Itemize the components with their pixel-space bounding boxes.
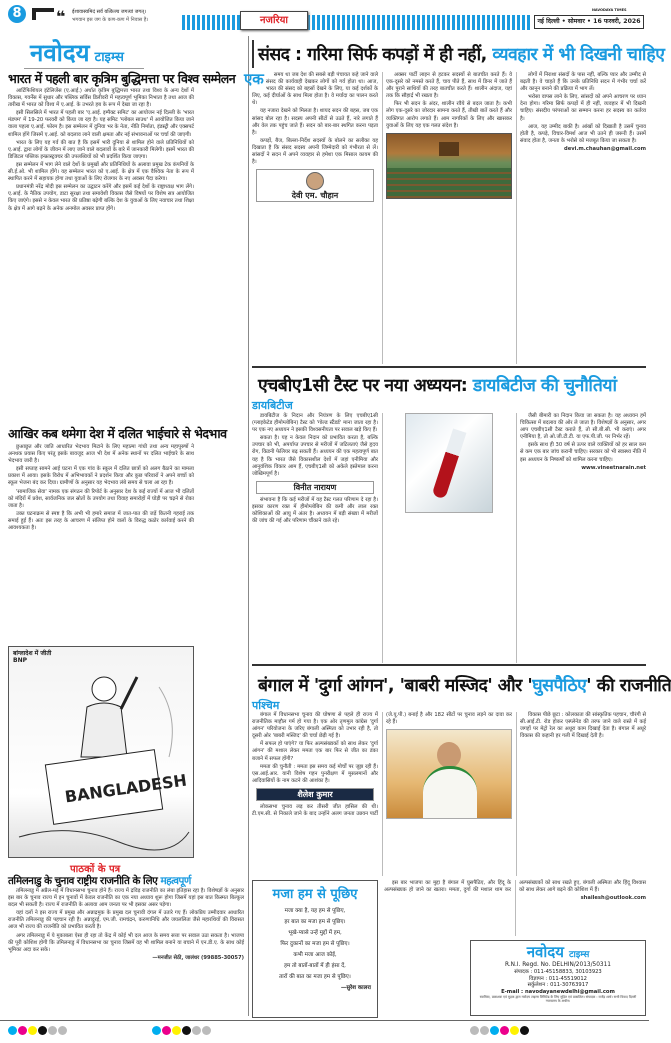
color-registration-center — [152, 1026, 212, 1035]
imprint-brand-suffix: टाइम्स — [569, 950, 590, 960]
article-bengal-body — [252, 712, 646, 876]
svg-text:BANGLADESH: BANGLADESH — [63, 770, 188, 807]
masthead-suffix: टाइम्स — [94, 50, 124, 65]
headline-dalit: आखिर कब थमेगा देश में दलित भाईचारे से भेदभाव — [8, 426, 227, 441]
parliament-photo — [386, 133, 512, 199]
headline-bengal — [258, 673, 671, 697]
article-ai-body — [8, 88, 194, 420]
imprint-line: संपादक : 011-45158833, 30103923 — [514, 969, 602, 975]
paragraph: इस बार भाजपा का मुद्दा है बंगाल में घुसपैठिए, और हिंदू के अल्पसंख्यक हो जाने का खतरा। ममता, दुर्गा की मशाल थाम कर अल्पसंख्यकों को साथ रखते हुए, बंगाली अस्मिता और हिंदू विश्वास को साथ लेकर आगे बढ़ने की कोशिश में हैं। — [384, 880, 646, 894]
test-tube — [431, 429, 466, 500]
poem-line: हम तो बातों-बातों में ही हंसा दें, — [284, 963, 346, 969]
letters-headline — [8, 874, 191, 888]
letters-headline-text: तमिलनाडु के चुनाव राष्ट्रीय राजनीति के लिए — [8, 875, 158, 887]
author-email: devi.m.chauhan@gmail.com — [564, 145, 646, 152]
headline-ai-summit: भारत में पहली बार कृत्रिम बुद्धिमत्ता पर विश्व सम्मेलन — [8, 71, 236, 86]
quote-text: ईशावास्यमिदं सर्वं यत्किञ्च जगत्यां जगत्। — [72, 9, 146, 15]
headline-sansad-black: संसद : गरिमा सिर्फ कपड़ों में ही नहीं, — [258, 45, 487, 65]
paragraph: छुआछूत और जाति आधारित भेदभाव मिटाने के लिए महात्मा गांधी तथा अन्य महापुरुषों ने अनथक प्रयास किए परंतु इसके बावजूद आज भी देश में अनेक स्थानों पर दलित भाईचारे के साथ भेदभाव जारी है। — [8, 444, 194, 465]
headline-bengal-blue: घुसपैठिए — [532, 676, 587, 696]
paragraph: बंगाल में विधानसभा चुनाव की घोषणा से पहले ही राज्य में राजनीतिक माहौल गर्म हो गया है। एक ओर तृणमूल कांग्रेस 'दुर्गा आंगन' परियोजना के जरिए बंगाली अस्मिता को उभार रही है, तो दूसरी ओर 'बाबरी मस्जिद' की चर्चा छेड़ी गई है। — [252, 712, 378, 740]
quote-icon: ❝ — [56, 7, 66, 26]
headline-sansad — [258, 42, 664, 66]
side-label-bengal: पश्चिम — [252, 699, 280, 712]
mamata-photo — [386, 729, 512, 819]
article-dalit-body — [8, 444, 194, 640]
dateline: नई दिल्ली • सोमवार • 16 फरवरी, 2026 — [534, 15, 644, 29]
author-email: shailesh@outlook.com — [580, 895, 646, 902]
author-email: www.vineetnarain.net — [581, 464, 646, 471]
imprint-line: विज्ञापन : 011-45519012 — [529, 975, 587, 982]
photo-speaker-chair — [439, 142, 459, 156]
photo-benches — [387, 168, 511, 198]
paragraph: ममता की चुनौती : ममता इस समय कई मोर्चों पर जूझ रही हैं। एस.आई.आर. यानी विशेष गहन पुनरीक्षण में मुसलमानों और आदिवासियों के नाम कटने की आशंका है। — [252, 763, 378, 784]
poem-box — [252, 880, 378, 1018]
headline-bengal-part1: बंगाल में ' — [258, 676, 319, 696]
column-divider — [248, 36, 249, 1016]
letters-body — [8, 888, 244, 1012]
diabetes-test-photo — [405, 413, 493, 513]
paragraph: इसी सप्ताह सामने आई घटना में एक गांव के स्कूल में दलित छात्रों को अलग बैठाने का मामला प्रकाश में आया। इसके विरोध में अभिभावकों ने प्रदर्शन किया और कुछ परिवारों ने अपने बच्चों को स्कूल भेजना बंद कर दिया। ग्रामीणों के अनुसार यह भेदभाव लंबे समय से चला आ रहा है। — [8, 466, 194, 487]
byline-bengal: शैलेश कुमार — [256, 788, 374, 801]
masthead-name: नवोदय — [30, 39, 90, 67]
poem-line: —सुरेश कालरा — [340, 985, 371, 991]
byline-sansad — [256, 169, 374, 202]
bottom-rule — [0, 1020, 649, 1021]
imprint-line: R.N.I. Regd. No. DELHIN/2013/50311 — [505, 962, 611, 968]
brand-small: NAVODAYA TIMES — [592, 8, 627, 12]
photo-face — [437, 742, 461, 768]
paragraph: अक्सर पार्टी लाइन से हटकर सदस्यों से बातचीत करते हैं। वे एक-दूसरे को नमस्ते करते हैं, चाय पीते हैं, साथ में डिनर में जाते हैं और पुराने साथियों की तरह बातचीत करते हैं। शालीन अंदाज, यहां तक कि सौहार्द्र भी रखता है। — [386, 72, 512, 100]
page-number: 8 — [8, 5, 26, 23]
poem-line: तारों की बात का मजा हम से पूछिए। — [279, 974, 351, 980]
paragraph: डायबिटीज के निदान और नियंत्रण के लिए एचबीए1सी (ग्लाइकेटेड हीमोग्लोबिन) टैस्ट को 'गोल्ड स्टैंडर्ड' माना जाता रहा है। पर एक नए अध्ययन ने इसकी विश्वसनीयता पर सवाल खड़े किए हैं। — [252, 413, 378, 434]
article-diabetes-body — [252, 413, 646, 663]
section-band — [182, 15, 532, 30]
paragraph: में सफल हो पाएंगे? या फिर अल्पसंख्यकों को साथ लेकर 'दुर्गा आंगन' की मशाल लेकर ममता एक बार फिर से जीत का डंका बजाने में सफल होंगी? — [252, 741, 378, 762]
paragraph: तमिलनाडु में अप्रैल-मई में विधानसभा चुनाव होने हैं। राज्य में द्रविड़ राजनीति का लंबा इतिहास रहा है। विशेषज्ञों के अनुसार इस बार के चुनाव राज्य में इन चुनावों में केवल राजनीति का एक नया अध्याय शुरू होगा जिसमें यहां इस बात किस्मत बिल्कुल बदल भी सकती है। राज्य में राजनीति के अलावा आम जनता पर भी इसका असर पड़ेगा। — [8, 888, 244, 909]
paragraph: जैसी बीमारी का निदान किया जा सकता है। यह अध्ययन हमें चिकित्सा में बदलाव की ओर ले जाता है। विशेषज्ञों के अनुसार, अगर आप एचबीए1सी टैस्ट कराते हैं, तो सी.बी.सी. भी कराएं। अगर एनीमिया है, तो ओ.जी.टी.टी. या एफ.पी.जी. पर निर्भर रहें। — [520, 413, 646, 441]
letters-headline-accent: महत्वपूर्ण — [160, 875, 191, 887]
section-divider — [252, 366, 646, 368]
cartoon-drawing — [9, 647, 195, 859]
headline-sansad-rule — [252, 40, 254, 68]
headline-diabetes — [258, 373, 617, 397]
imprint-fine-print: स्वामित्व, प्रकाशक एवं मुद्रक द्वारा नवोदय टाइम्स लिमिटेड के लिए मुद्रित एवं प्रकाशित। संपादक : राजेंद्र शर्मा। सभी विवाद दिल्ली न्यायालय के अधीन। — [479, 995, 637, 1004]
paragraph: संभावना है कि कई मरीजों में यह टैस्ट गलत परिणाम दे रहा है। इसका कारण रक्त में हीमोग्लोबिन की कमी और लाल रक्त कोशिकाओं की आयु में अंतर है। अध्ययन में बड़ी संख्या में मरीजों की जांच की गई और परिणाम चौंकाने वाले रहे। — [252, 496, 378, 525]
paragraph: भरोसा वापस लाने के लिए, सांसदों को अपने आचरण पर ध्यान देना होगा। गरिमा सिर्फ कपड़ों में ही नहीं, व्यवहार में भी दिखनी चाहिए। संसदीय परंपराओं का सम्मान करना हर सदस्य का कर्तव्य है। — [520, 94, 646, 122]
imprint-email: E-mail : navodayanewdelhi@gmail.com — [501, 988, 615, 995]
headline-diabetes-blue: डायबिटीज की चुनौतियां — [472, 376, 617, 396]
byline-name: देवी एम. चौहान — [291, 191, 339, 201]
poem-line: फिर दुकानों का मजा हम से पूछिए। — [280, 941, 350, 947]
paragraph: अगर तमिलनाडु में ये मुकाबला ऐसा ही रहा तो केंद्र में कोई भी दल आज के समय सत्ता पर सवाल उठा सकता है। भाजपा की पूरी कोशिश होगी कि तमिलनाडु में विधानसभा का चुनाव जिसमें वह भी शामिल बनाने या बचाने में एन.डी.ए. के साथ कोई भूमिका अदा कर सके। — [8, 932, 244, 953]
byline-diabetes: विनीत नारायण — [256, 481, 374, 494]
paragraph: लोकसभा चुनाव लड़ कर तीसरी जीत हासिल की थी। टी.एम.सी. से निकाले जाने के बाद उन्होंने अलग जनता उन्नयन पार्टी (जे.यू.पी.) बनाई है और 182 सीटों पर चुनाव लड़ने का दावा कर रहे हैं। — [252, 712, 512, 818]
paragraph: उक्त घटनाक्रम से स्पष्ट है कि अभी भी हमारे समाज में जात-पात की जड़ें कितनी गहराई तक समाई हुई हैं। अतः इस तरह के आचरण में संलिप्त होने वालों के विरुद्ध कठोर कार्रवाई करने की आवश्यकता है। — [8, 510, 194, 532]
section-label: नजरिया — [240, 11, 308, 30]
imprint-brand-name: नवोदय — [526, 943, 564, 961]
poem-title: मजा हम से पूछिए — [272, 887, 358, 902]
corner-mark-v — [32, 8, 36, 20]
masthead — [30, 36, 124, 69]
paragraph: इसके साथ ही 30 वर्ष से ऊपर वाले व्यक्तियों को हर साल कम से कम एक बार जांच करानी चाहिए। सरकार को भी स्वास्थ्य नीति में इस अध्ययन के निष्कर्षों को शामिल करना चाहिए। — [520, 442, 646, 463]
paragraph-text: समय था जब देश की सबसे बड़ी पंचायत कहे जाने वाले संसद की कार्यवाही देखकर लोगों को गर्व होता था। आज, भारत की संसद को बहसों देखने के लिए, या कई दर्शकों के लिए, कई दीर्घाओं के साथ मिला होता है। वे मर्यादा का पालन करते थे। — [252, 72, 378, 107]
cartoon-caption: बांग्लादेश में जीती BNP — [13, 650, 52, 664]
color-registration-left — [8, 1026, 68, 1035]
section-divider — [252, 664, 646, 666]
letter-signature: —मनजीत सेठी, जालंधर (99885-30057) — [152, 954, 244, 961]
paragraph: आज, यह उम्मीद बाकी है। आंखों को दिखाती है उसमें चुनाव होती है, कपड़े, विचार-विमर्श आज भी उतने ही जरूरी हैं। उसमें संवाद होता है, जनता के भरोसे को मजबूत किया जा सकता है। — [520, 123, 646, 144]
poem-line: भूखे-प्यासे उन्हें मुद्दों में हम, — [288, 930, 342, 936]
poem-line: हर बात का मजा हम से पूछिए। — [284, 919, 346, 925]
paragraph: प्रधानमंत्री नरेंद्र मोदी इस सम्मेलन का उद्घाटन करेंगे और इसमें कई देशों के राष्ट्राध्यक्ष भाग लेंगे। ए.आई. के नैतिक उपयोग, डाटा सुरक्षा तथा समावेशी विकास जैसे विषयों पर विशेष सत्र आयोजित किए जाएंगे। इससे न केवल भारत की प्रतिष्ठा बढ़ेगी बल्कि देश के युवाओं के लिए नवाचार तथा शिक्षा के क्षेत्र में आगे बढ़ने के अनेक अनमोल अवसर प्राप्त होंगे। — [8, 184, 194, 212]
paragraph: सकता है। यह न केवल निदान को प्रभावित करता है, बल्कि उपचार को भी, अपर्याप्त उपचार से मरीजों में जटिलताएं जैसे हृदय रोग, किडनी फेलियर बढ़ सकती हैं। अध्ययन की एक महत्वपूर्ण बात यह है कि भारत जैसे विकासशील देशों में जहां एनीमिया और आनुवंशिक विकार आम हैं, एचबीए1सी को अकेले इस्तेमाल करना जोखिमपूर्ण है। — [252, 435, 378, 477]
paragraph: विकास पीछे छूटा : कोलकाता की सांस्कृतिक पहचान, चौरंगी से सी.आई.टी. रोड होकर एस्प्लेनेड की तरफ जाने वाले रास्ते में कई जगहों पर मेट्रो रेल का अधूरा काम दिखाई देता है। बंगाल में अधूरे विकास की कहानी हर गली में दिखाई देती है। — [520, 712, 646, 740]
paragraph: 'सामाजिक सेवा' नामक एक संगठन की रिपोर्ट के अनुसार देश के कई राज्यों में आज भी दलितों को मंदिरों में प्रवेश, सार्वजनिक जल स्रोतों के उपयोग तथा विवाह समारोहों में घोड़ी पर चढ़ने से रोका जाता है। — [8, 488, 194, 509]
article-bengal-body-continued — [384, 880, 646, 936]
paragraph: इस सम्मेलन में भाग लेने वाले देशों के प्रमुखों और प्रतिनिधियों के अलावा प्रमुख टेक कंपनियों के सी.ई.ओ. भी शामिल होंगे। यह सम्मेलन भारत को ए.आई. के क्षेत्र में एक वैश्विक नेता के रूप में स्थापित करने में सहायक होगा तथा युवाओं के लिए रोजगार के नए अवसर पैदा करेगा। — [8, 161, 194, 183]
poem-line: कभी मजा आज कोई, — [293, 952, 337, 958]
paragraph: इसी सिलसिले में भारत में पहली बार 'ए.आई. इम्पैक्ट समिट' का आयोजन नई दिल्ली के 'भारत मंडपम' में 19-20 फरवरी को किया जा रहा है। यह समिट 'ग्लोबल साउथ' में आयोजित किया जाने वाला पहला ए.आई. फोरम है। इस सम्मेलन में दुनिया भर के नेता, नीति निर्माता, इंडस्ट्री और एक्सपर्ट शामिल होंगे जिसमें ए.आई. को बदलाव लाने वाली क्षमता और नई संभावनाओं पर चर्चा की जाएगी। — [8, 110, 194, 138]
quote-sub: भगवान इस जग के कण-कण में निवास है। — [72, 17, 149, 23]
paragraph: लोगों में निराशा संसदों के पास नहीं, बल्कि प्यार और उम्मीद से बढ़ती है। वे चाहते हैं कि उनके प्रतिनिधि सदन में गंभीर चर्चा करें और कानून बनाने की प्रक्रिया में भाग लें। — [520, 72, 646, 93]
byline-photo — [306, 172, 324, 190]
paragraph: कपड़ों, बैज, बिल्ला-निर्देश सदस्यों के बोलने का सलीका यह दिखाता है कि संसद सदस्य अपनी जिम्मेदारी को गंभीरता से लें। सांसदों ने सदन में अपने व्यवहार से हमेशा एक मिसाल कायम की है। — [252, 137, 378, 166]
paragraph: भारत के लिए यह गर्व की बात है कि इसमें भारी दुनिया से शामिल होने वाले प्रतिनिधियों को ए.आई. द्वारा लोगों के जीवन में लाए जाने वाले बदलावों के बारे में जानकारी मिलेगी। इसमें भारत की डिजिटल पब्लिक इन्फ्रास्ट्रक्चर की उपलब्धियों को भी प्रदर्शित किया जाएगा। — [8, 139, 194, 160]
imprint-box — [470, 940, 646, 1016]
paragraph: यह नजारा देखने को मिलता है। शायद सदन की बहस, जब एक सांसद बोल रहा है। सदस्य अपनी सीटों से उठते हैं, नारे लगाते हैं और वेल तक पहुंच जाते हैं। सदन को बार-बार स्थगित करना पड़ता है। — [252, 108, 378, 136]
letters-section: पाठकों के पत्र — [70, 864, 121, 875]
headline-bengal-part2: दुर्गा आंगन', 'बाबरी मस्जिद' और ' — [318, 676, 533, 696]
imprint-brand — [471, 942, 645, 962]
paragraph — [244, 70, 378, 107]
headline-diabetes-black: एचबीए1सी टैस्ट पर नया अध्ययन: — [258, 376, 468, 396]
article-sansad-body — [244, 70, 646, 364]
headline-sansad-blue: व्यवहार में भी दिखनी चाहिए — [492, 45, 665, 65]
paragraph: आर्टिफिशियल इंटेलिजेंस (ए.आई.) अर्थात कृत्रिम बुद्धिमत्ता भारत तथा विश्व के अन्य देशों में विकास, गवर्नेंस में सुधार और पब्लिक सर्विस डिलीवरी में महत्वपूर्ण भूमिका निभाता है तथा आज की तारीख में भारत को विश्व में ए.आई. के उभरते हब के रूप में देखा जा रहा है। — [8, 88, 194, 109]
poem-lines — [253, 906, 377, 994]
dropcap: एक — [244, 70, 264, 88]
side-label-diabetes: डायबिटीज — [252, 399, 293, 412]
paragraph: यहां दलों ने इस राज्य में प्रमुख और अन्नाद्रमुक के प्रमुख दल चुनावी दंगल में उतारे गए हैं। लोकप्रिय उम्मीदवार आधारित राजनीति तमिलनाडु की पहचान रही है। अन्नादुरई, एम.जी. रामचंद्रन, करुणानिधि और जयललिता जैसे महारथियों की विरासत आज भी राज्य की राजनीति को प्रभावित करती है। — [8, 910, 244, 931]
color-registration-right — [470, 1026, 530, 1035]
photo-saree — [423, 766, 477, 818]
cartoon — [8, 646, 194, 858]
page-header — [0, 0, 649, 34]
headline-bengal-part3: ' की राजनीति — [586, 676, 671, 696]
paragraph: फिर भी सदन के अंदर, शालीन रवैये से बदल जाता है। कभी लोग एक-दूसरे का जोरदार सामना करते हैं, तीखी बातें करते हैं और व्यक्तिगत आरोप लगाते हैं। आम नागरिकों के लिए और खासकर युवाओं के लिए यह एक गलत संदेश है। — [386, 101, 512, 129]
imprint-line: सर्कुलेशन : 011-30763917 — [527, 982, 589, 988]
poem-line: मजा क्या है, यह हम से पूछिए, — [284, 908, 346, 914]
masthead-rule — [24, 68, 144, 69]
